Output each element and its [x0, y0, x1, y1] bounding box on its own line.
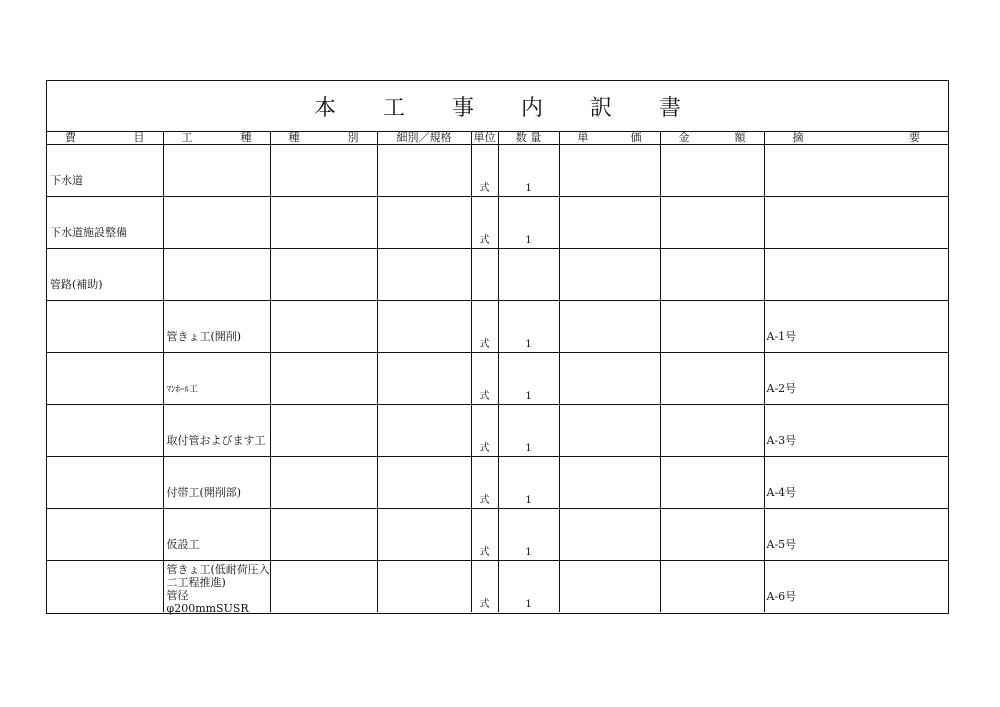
cell-shubetsu	[270, 405, 377, 457]
cell-unit	[471, 509, 498, 561]
table-row	[47, 353, 948, 405]
cell-qty	[498, 249, 559, 301]
cell-note	[764, 353, 948, 405]
cell-qty	[498, 509, 559, 561]
unit-text: 式	[479, 443, 490, 454]
note-text: A-1号	[766, 330, 797, 343]
header-tani: 単位	[471, 132, 498, 145]
title-row	[47, 81, 948, 132]
quantity-text: 1	[525, 547, 532, 558]
note-text: A-5号	[766, 538, 797, 551]
cell-shubetsu	[270, 301, 377, 353]
note-text: A-6号	[766, 590, 797, 603]
cell-tanka	[559, 145, 660, 197]
cell-saibetsu	[377, 509, 471, 561]
cell-tanka	[559, 457, 660, 509]
cell-kingaku	[660, 197, 764, 249]
cell-himoku	[47, 301, 163, 353]
cell-shubetsu	[270, 197, 377, 249]
cell-kingaku	[660, 509, 764, 561]
note-text: A-4号	[766, 486, 797, 499]
breakdown-sheet	[46, 80, 949, 614]
table-row	[47, 249, 948, 301]
quantity-text: 1	[525, 391, 532, 402]
cell-note	[764, 457, 948, 509]
cell-shubetsu	[270, 457, 377, 509]
cell-note	[764, 301, 948, 353]
cell-note	[764, 405, 948, 457]
cell-unit	[471, 561, 498, 613]
quantity-text: 1	[525, 443, 532, 454]
quantity-text: 1	[525, 599, 532, 610]
cell-koushu	[163, 353, 270, 405]
cell-saibetsu	[377, 353, 471, 405]
cell-shubetsu	[270, 249, 377, 301]
cell-qty	[498, 353, 559, 405]
cell-unit	[471, 353, 498, 405]
cell-shubetsu	[270, 145, 377, 197]
cell-note	[764, 249, 948, 301]
cell-tanka	[559, 561, 660, 613]
cell-tanka	[559, 405, 660, 457]
cell-saibetsu	[377, 197, 471, 249]
unit-text: 式	[479, 183, 490, 194]
cell-note	[764, 509, 948, 561]
cell-unit	[471, 145, 498, 197]
unit-text: 式	[479, 547, 490, 558]
cell-shubetsu	[270, 561, 377, 613]
cell-himoku	[47, 509, 163, 561]
cell-note	[764, 197, 948, 249]
cell-shubetsu	[270, 353, 377, 405]
table-row	[47, 457, 948, 509]
cell-shubetsu	[270, 509, 377, 561]
cell-koushu	[163, 457, 270, 509]
cell-tanka	[559, 301, 660, 353]
header-shubetsu: 種 別	[270, 132, 377, 145]
cell-tanka	[559, 353, 660, 405]
cell-unit	[471, 197, 498, 249]
note-text: A-2号	[766, 382, 797, 395]
unit-text: 式	[479, 391, 490, 402]
cell-saibetsu	[377, 561, 471, 613]
quantity-text: 1	[525, 235, 532, 246]
cell-himoku	[47, 249, 163, 301]
page-title: 本 工 事 内 訳 書	[314, 95, 701, 121]
cell-kingaku	[660, 353, 764, 405]
cell-kingaku	[660, 457, 764, 509]
header-tekiyo: 摘 要	[764, 132, 948, 145]
header-tanka: 単 価	[559, 132, 660, 145]
unit-text: 式	[479, 235, 490, 246]
himoku-text: 下水道	[50, 174, 83, 187]
cell-tanka	[559, 249, 660, 301]
cell-koushu	[163, 561, 270, 613]
table-row	[47, 509, 948, 561]
cell-tanka	[559, 197, 660, 249]
koushu-text: 管きょ工(低耐荷圧入二工程推進) 管径φ200mmSUSR	[166, 563, 270, 615]
cell-qty	[498, 301, 559, 353]
cell-note	[764, 561, 948, 613]
quantity-text: 1	[525, 339, 532, 350]
cell-qty	[498, 405, 559, 457]
cell-himoku	[47, 561, 163, 613]
breakdown-table	[47, 131, 948, 615]
cell-note	[764, 145, 948, 197]
cell-unit	[471, 405, 498, 457]
cell-unit	[471, 301, 498, 353]
header-koushu: 工 種	[163, 132, 270, 145]
cell-unit	[471, 249, 498, 301]
koushu-text: 付帯工(開削部)	[166, 486, 242, 499]
cell-saibetsu	[377, 301, 471, 353]
unit-text: 式	[479, 495, 490, 506]
header-kingaku: 金 額	[660, 132, 764, 145]
cell-unit	[471, 457, 498, 509]
table-row	[47, 561, 948, 613]
cell-koushu	[163, 509, 270, 561]
cell-kingaku	[660, 561, 764, 613]
himoku-text: 下水道施設整備	[50, 226, 127, 239]
koushu-text: 取付管およびます工	[166, 434, 266, 447]
cell-kingaku	[660, 249, 764, 301]
quantity-text: 1	[525, 495, 532, 506]
unit-text: 式	[479, 339, 490, 350]
header-saibetsu: 細別／規格	[377, 132, 471, 145]
cell-qty	[498, 145, 559, 197]
koushu-text: ﾏﾝﾎｰﾙ工	[166, 385, 199, 395]
cell-himoku	[47, 405, 163, 457]
cell-koushu	[163, 197, 270, 249]
table-row	[47, 145, 948, 197]
header-himoku: 費 目	[47, 132, 163, 145]
koushu-text: 管きょ工(開削)	[166, 330, 242, 343]
cell-himoku	[47, 353, 163, 405]
note-text: A-3号	[766, 434, 797, 447]
cell-himoku	[47, 145, 163, 197]
koushu-text: 仮設工	[166, 538, 200, 551]
cell-qty	[498, 561, 559, 613]
cell-kingaku	[660, 145, 764, 197]
cell-kingaku	[660, 301, 764, 353]
table-row	[47, 197, 948, 249]
cell-koushu	[163, 301, 270, 353]
cell-koushu	[163, 405, 270, 457]
cell-qty	[498, 197, 559, 249]
header-row	[47, 132, 948, 145]
quantity-text: 1	[525, 183, 532, 194]
unit-text: 式	[479, 599, 490, 610]
table-row	[47, 301, 948, 353]
cell-himoku	[47, 457, 163, 509]
himoku-text: 管路(補助)	[50, 278, 103, 291]
cell-saibetsu	[377, 457, 471, 509]
cell-koushu	[163, 145, 270, 197]
cell-saibetsu	[377, 145, 471, 197]
cell-himoku	[47, 197, 163, 249]
cell-tanka	[559, 509, 660, 561]
cell-saibetsu	[377, 405, 471, 457]
cell-kingaku	[660, 405, 764, 457]
table-row	[47, 405, 948, 457]
cell-qty	[498, 457, 559, 509]
header-suryo: 数 量	[498, 132, 559, 145]
cell-koushu	[163, 249, 270, 301]
cell-saibetsu	[377, 249, 471, 301]
